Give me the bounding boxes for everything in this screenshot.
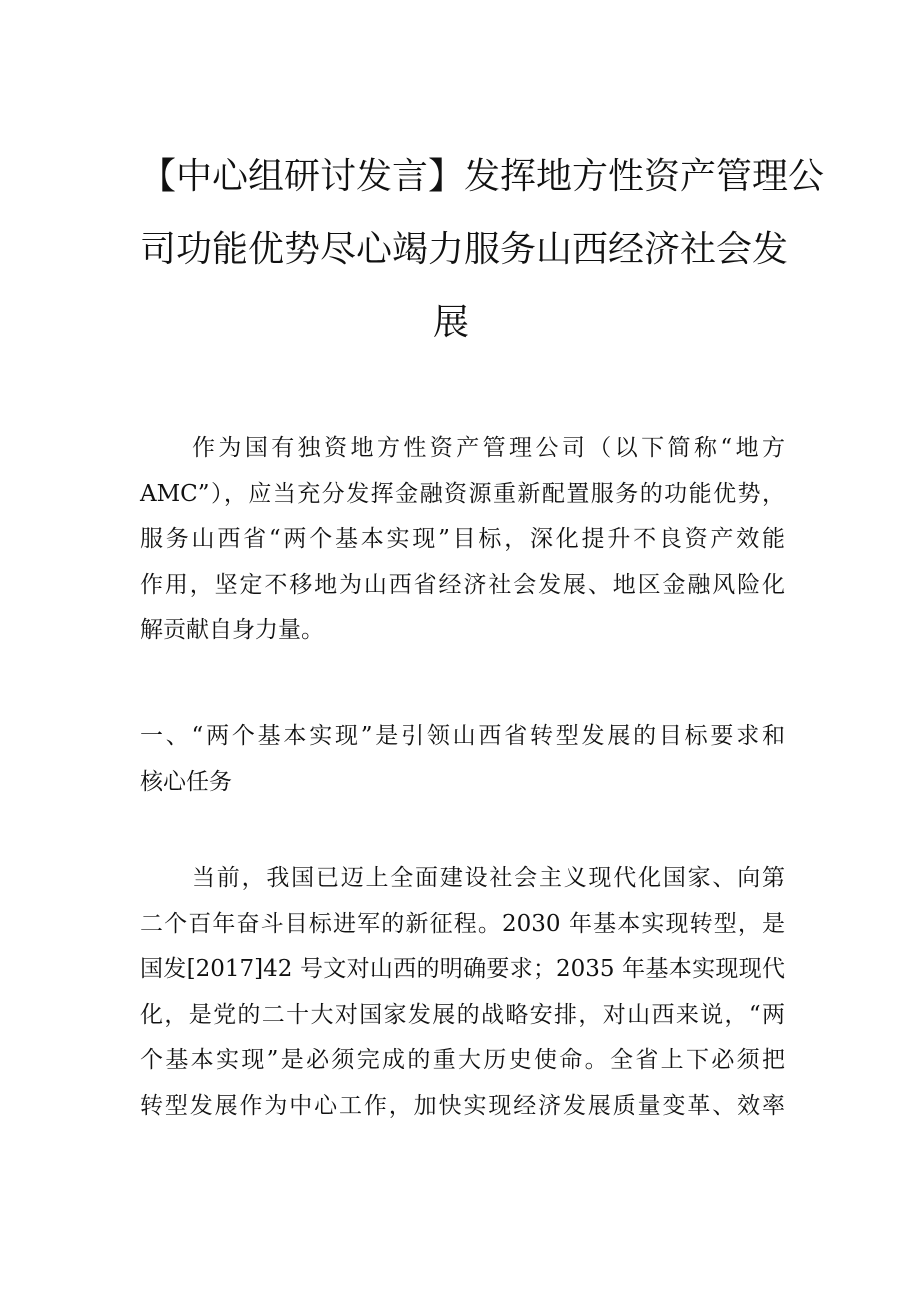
paragraph-line: 作用，坚定不移地为山西省经济社会发展、地区金融风险化: [140, 571, 785, 598]
paragraph-line: 转型发展作为中心工作，加快实现经济发展质量变革、效率: [140, 1092, 785, 1119]
paragraph-intro: [140, 426, 785, 654]
paragraph-line: 当前，我国已迈上全面建设社会主义现代化国家、向第: [192, 865, 785, 891]
paragraph-line: 二个百年奋斗目标进军的新征程。2030 年基本实现转型，是: [140, 910, 785, 937]
heading-line: 核心任务: [140, 768, 232, 795]
document-title: [140, 140, 825, 359]
heading-line: 一、“两个基本实现”是引领山西省转型发展的目标要求和: [140, 723, 785, 749]
title-line: 司功能优势尽心竭力服务山西经济社会发: [140, 229, 789, 270]
paragraph-line: 作为国有独资地方性资产管理公司（以下简称“地方: [192, 435, 785, 461]
paragraph-line: 化，是党的二十大对国家发展的战略安排，对山西来说，“两: [140, 1001, 785, 1028]
paragraph-line: AMC”），应当充分发挥金融资源重新配置服务的功能优势，: [140, 480, 785, 507]
title-line: 展: [432, 302, 469, 343]
paragraph-line: 国发[2017]42 号文对山西的明确要求；2035 年基本实现现代: [140, 956, 785, 982]
paragraph-line: 解贡献自身力量。: [140, 617, 324, 643]
paragraph-current: [140, 856, 785, 1129]
paragraph-line: 服务山西省“两个基本实现”目标，深化提升不良资产效能: [140, 526, 785, 552]
paragraph-line: 个基本实现”是必须完成的重大历史使命。全省上下必须把: [140, 1047, 785, 1073]
section-heading-1: [140, 714, 785, 805]
title-line: 【中心组研讨发言】发挥地方性资产管理公: [140, 156, 825, 197]
